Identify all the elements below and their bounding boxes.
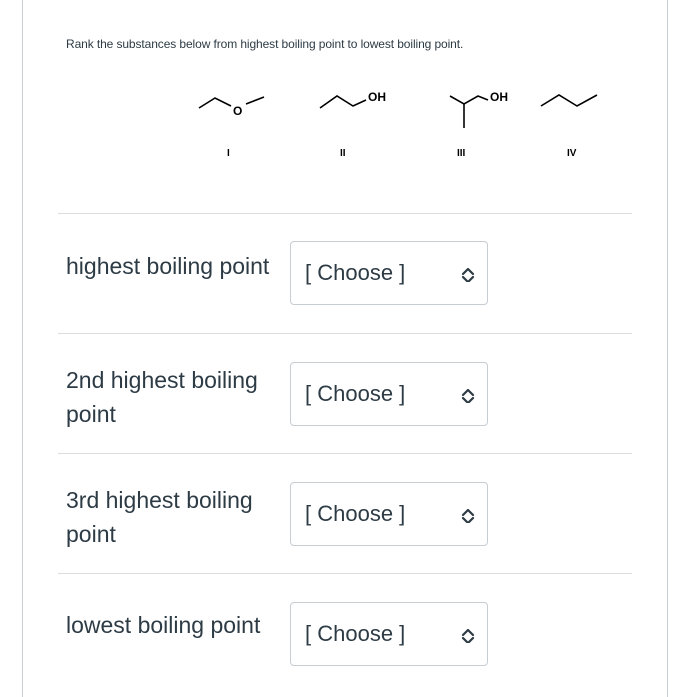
select-2nd[interactable] (290, 362, 488, 426)
row-label-line: 2nd highest boiling (66, 367, 258, 393)
molecule-iv (541, 95, 597, 159)
molecule-structures (0, 0, 700, 170)
divider (58, 213, 632, 214)
molecule-iii-numeral: III (457, 148, 466, 159)
molecule-i-bond (246, 97, 264, 104)
chevron-up-down-icon (461, 629, 475, 643)
molecule-iv-numeral: IV (567, 148, 577, 159)
row-label-highest (66, 249, 269, 283)
molecule-iii-skeleton (450, 96, 488, 104)
molecule-i-skeleton (199, 98, 231, 108)
molecule-ii (320, 90, 386, 159)
molecule-ii-atom-label: OH (368, 90, 386, 104)
row-label-line: point (66, 521, 116, 547)
select-highest[interactable] (290, 241, 488, 305)
chevron-up-down-icon (461, 268, 475, 282)
molecule-i-numeral: I (227, 148, 230, 159)
divider (58, 333, 632, 334)
select-value: [ Choose ] (305, 621, 406, 646)
row-label-line: point (66, 401, 116, 427)
divider (58, 573, 632, 574)
row-label-3rd (66, 483, 253, 551)
question-prompt: Rank the substances below from highest boiling point to lowest boiling point. (66, 37, 464, 51)
select-lowest[interactable] (290, 602, 488, 666)
chevron-up-down-icon (461, 389, 475, 403)
row-label-2nd (66, 363, 258, 431)
molecule-i (199, 97, 264, 159)
select-value: [ Choose ] (305, 381, 406, 406)
molecule-iii (450, 90, 508, 159)
select-3rd[interactable] (290, 482, 488, 546)
row-label-line: highest boiling point (66, 253, 270, 279)
select-value: [ Choose ] (305, 260, 406, 285)
molecule-iv-skeleton (541, 95, 597, 106)
row-label-line: 3rd highest boiling (66, 487, 253, 513)
chevron-up-down-icon (461, 509, 475, 523)
select-value: [ Choose ] (305, 501, 406, 526)
molecule-ii-skeleton (320, 96, 366, 108)
divider (58, 453, 632, 454)
molecule-i-atom-label: O (233, 104, 243, 118)
row-label-line: lowest boiling point (66, 612, 261, 638)
molecule-ii-numeral: II (340, 148, 346, 159)
row-label-lowest (66, 608, 260, 642)
molecule-iii-atom-label: OH (490, 90, 508, 104)
